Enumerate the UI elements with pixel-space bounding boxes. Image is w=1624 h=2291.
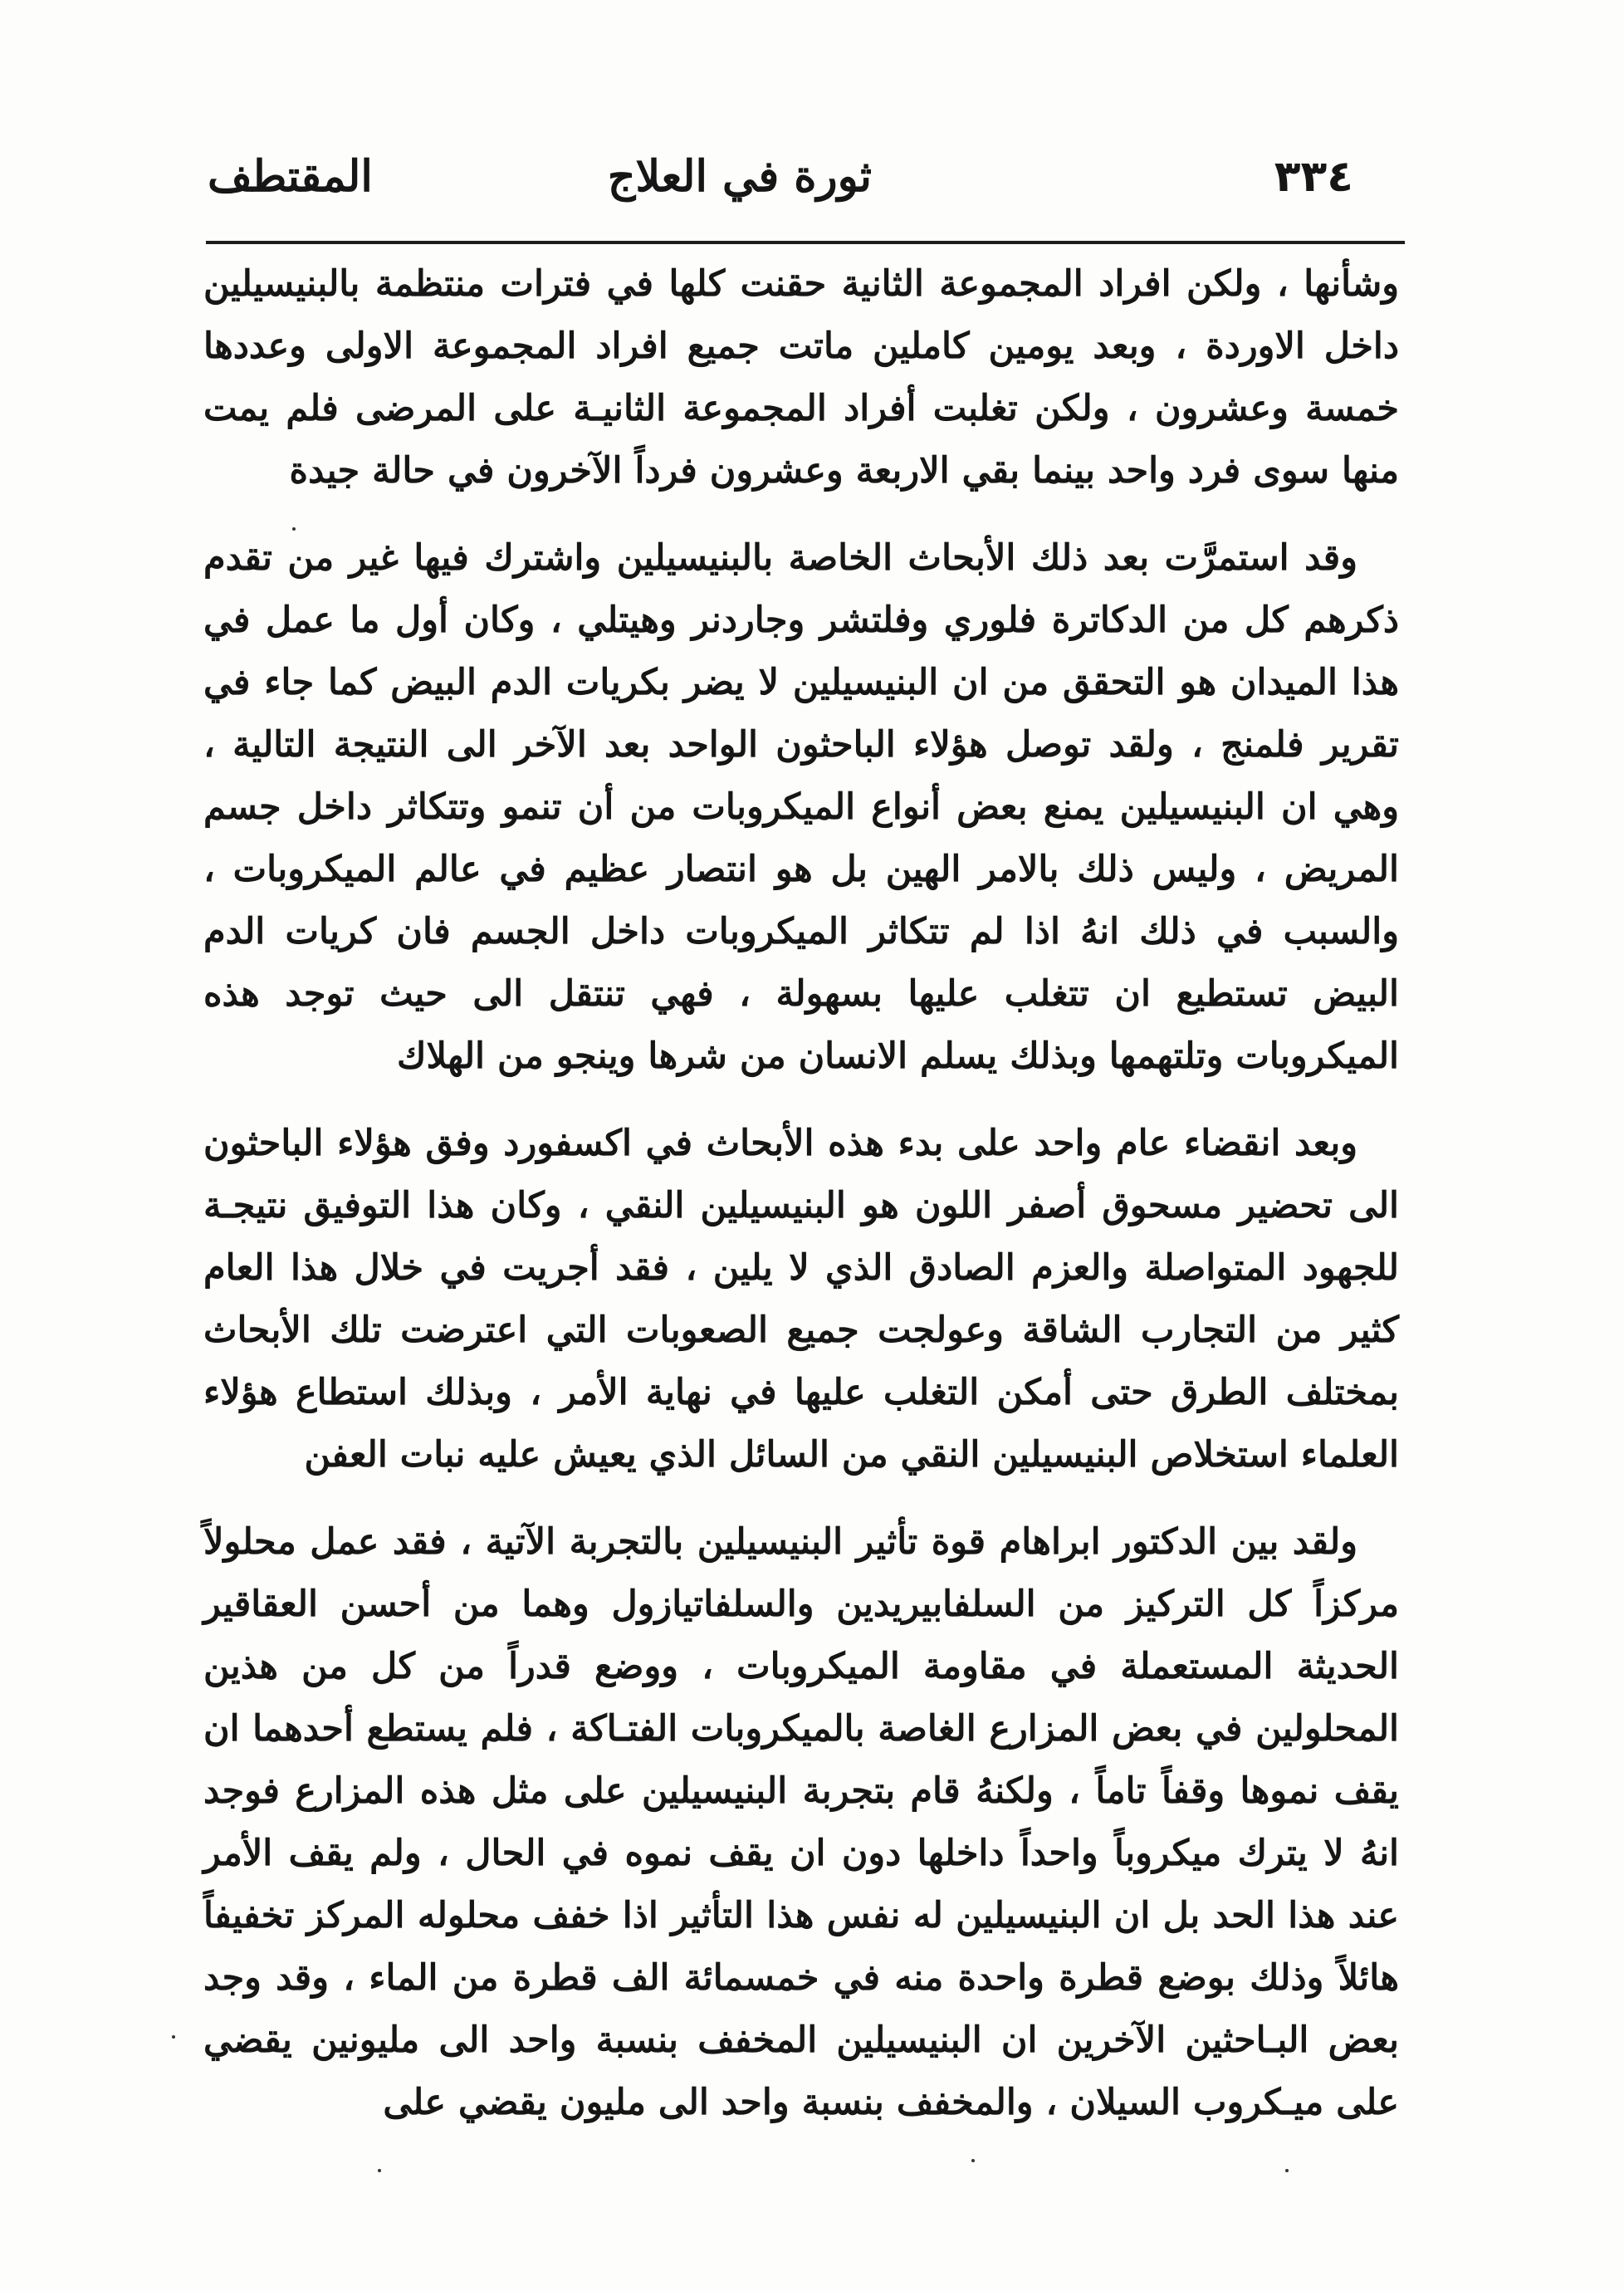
magazine-name: المقتطف	[208, 151, 373, 202]
scan-speck	[1285, 2169, 1289, 2172]
scan-speck	[292, 527, 296, 531]
paragraph-2: وقد استمرَّت بعد ذلك الأبحاث الخاصة بالبنيسيلين واشترك فيها غير من تقدم ذكرهم كل من الدكاترة فلوري وفلتشر وجاردنر وهيتلي ، وكان أول ما عمل في هذا الميدان هو التحقق من ان البنيسيلين لا يضر بكريات الدم البيض كما جاء في تقرير فلمنج ، ولقد توصل هؤلاء الباحثون الواحد بعد الآخر الى النتيجة التالية ، وهي ان البنيسيلين يمنع بعض أنواع الميكروبات من أن تنمو وتتكاثر داخل جسم المريض ، وليس ذلك بالامر الهين بل هو انتصار عظيم في عالم الميكروبات ، والسبب في ذلك انهُ اذا لم تتكاثر الميكروبات داخل الجسم فان كريات الدم البيض تستطيع ان تتغلب عليها بسهولة ، فهي تنتقل الى حيث توجد هذه الميكروبات وتلتهمها وبذلك يسلم الانسان من شرها وينجو من الهلاك	[203, 537, 1399, 1077]
article-body	[203, 253, 1399, 2159]
scan-speck	[172, 2035, 175, 2039]
paragraph-4: ولقد بين الدكتور ابراهام قوة تأثير البنيسيلين بالتجربة الآتية ، فقد عمل محلولاً مركزاً كل التركيز من السلفابيريدين والسلفاتيازول وهما من أحسن العقاقير الحديثة المستعملة في مقاومة الميكروبات ، ووضع قدراً من كل من هذين المحلولين في بعض المزارع الغاصة بالميكروبات الفتـاكة ، فلم يستطع أحدهما ان يقف نموها وقفاً تاماً ، ولكنهُ قام بتجربة البنيسيلين على مثل هذه المزارع فوجد انهُ لا يترك ميكروباً واحداً داخلها دون ان يقف نموه في الحال ، ولم يقف الأمر عند هذا الحد بل ان البنيسيلين له نفس هذا التأثير اذا خفف محلوله المركز تخفيفاً هائلاً وذلك بوضع قطرة واحدة منه في خمسمائة الف قطرة من الماء ، وقد وجد بعض البـاحثين الآخرين ان البنيسيلين المخفف بنسبة واحد الى مليونين يقضي على ميـكروب السيلان ، والمخفف بنسبة واحد الى مليون يقضي على	[203, 1521, 1399, 2123]
page-number: ٣٣٤	[1274, 152, 1353, 202]
scan-speck	[971, 2159, 975, 2162]
page-header	[208, 148, 1395, 214]
article-title: ثورة في العلاج	[607, 151, 872, 202]
paragraph-3: وبعد انقضاء عام واحد على بدء هذه الأبحاث في اكسفورد وفق هؤلاء الباحثون الى تحضير مسحوق أصفر اللون هو البنيسيلين النقي ، وكان هذا التوفيق نتيجـة للجهود المتواصلة والعزم الصادق الذي لا يلين ، فقد أجريت في خلال هذا العام كثير من التجارب الشاقة وعولجت جميع الصعوبات التي اعترضت تلك الأبحاث بمختلف الطرق حتى أمكن التغلب عليها في نهاية الأمر ، وبذلك استطاع هؤلاء العلماء استخلاص البنيسيلين النقي من السائل الذي يعيش عليه نبات العفن	[203, 1123, 1399, 1476]
paragraph-1: وشأنها ، ولكن افراد المجموعة الثانية حقنت كلها في فترات منتظمة بالبنيسيلين داخل الاوردة ، وبعد يومين كاملين ماتت جميع افراد المجموعة الاولى وعددها خمسة وعشرون ، ولكن تغلبت أفراد المجموعة الثانيـة على المرضى فلم يمت منها سوى فرد واحد بينما بقي الاربعة وعشرون فرداً الآخرون في حالة جيدة	[203, 263, 1399, 492]
header-rule	[206, 241, 1405, 244]
scan-speck	[378, 2169, 381, 2172]
